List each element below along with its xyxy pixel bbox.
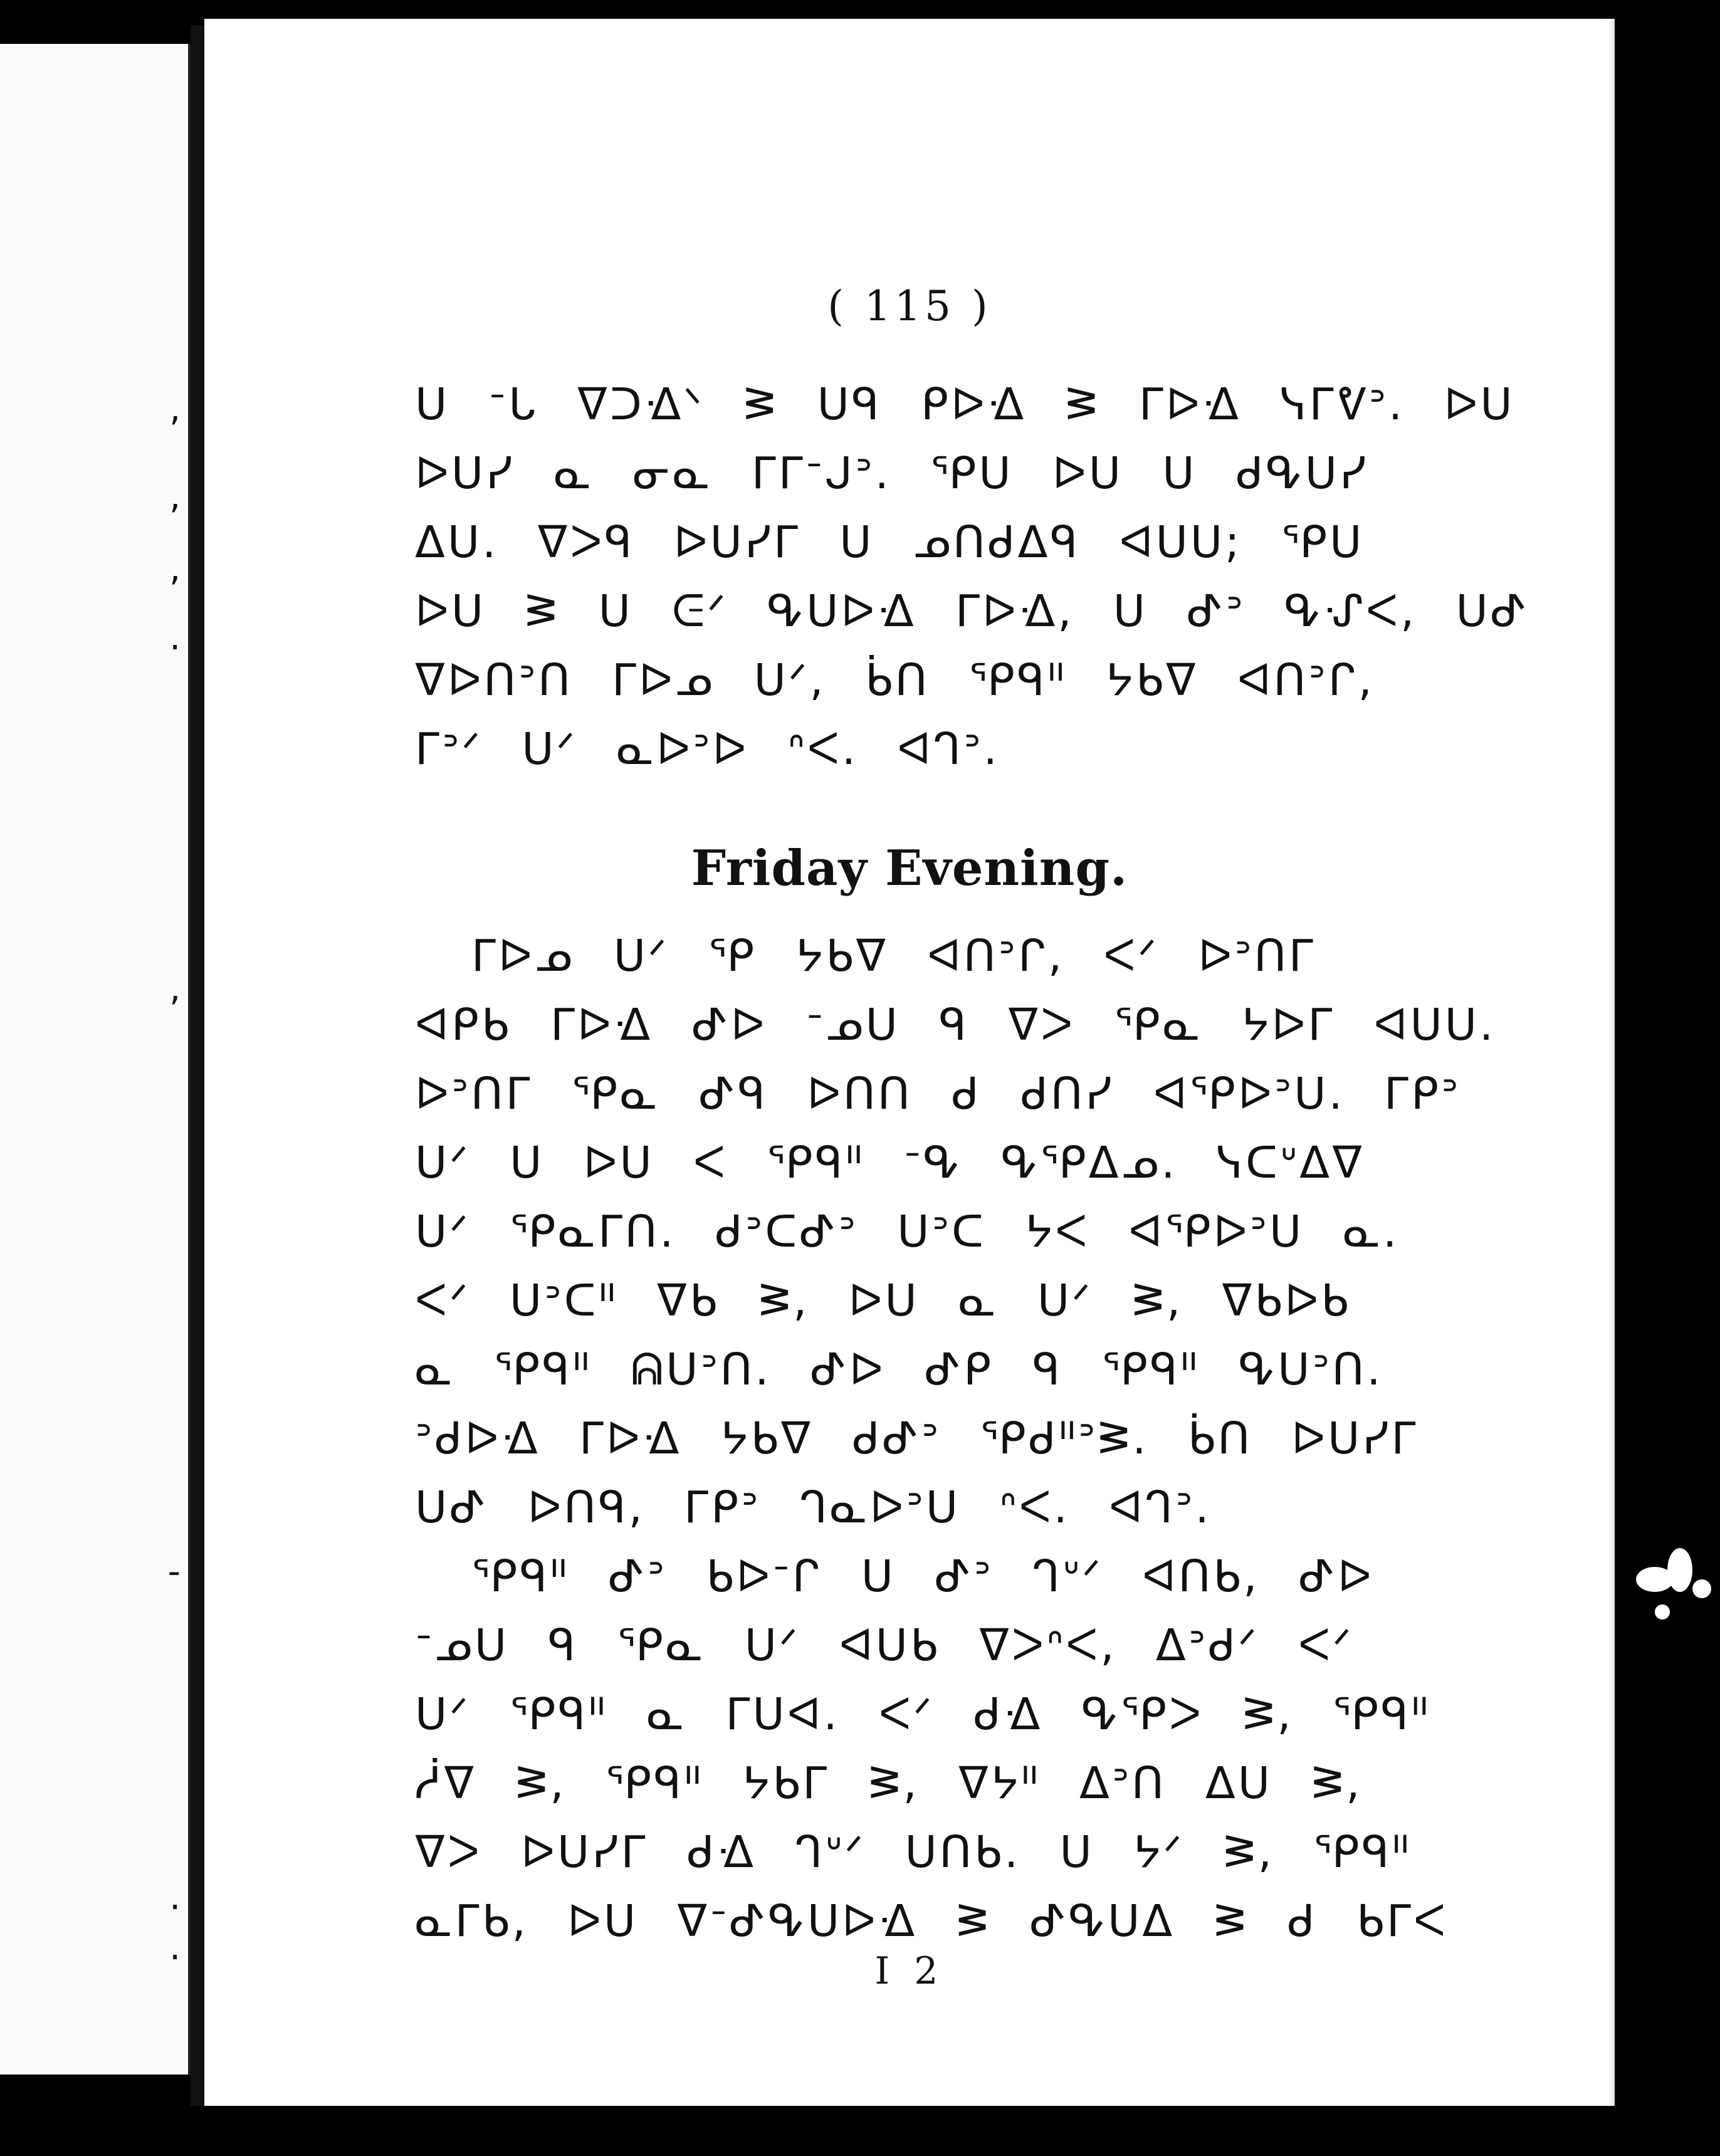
facing-page-fragment: ,	[169, 548, 181, 589]
facing-page-fragment: .	[169, 1927, 181, 1968]
text-line: ᐃᑌ. ᐁᐳᑫ ᐅᑌᓯᒥ ᑌ ᓄᑎᑯᐃᑫ ᐊᑌᑌ; ᕿᑌ	[415, 516, 1365, 568]
text-line: ᑌᐟ ᕿᓇᒥᑎ. ᑯᐣᑕᕷᐣ ᑌᐣᑕ ᔭᐸ ᐊᕿᐅᐣᑌ ᓇ.	[415, 1206, 1400, 1257]
signature-mark: I 2	[874, 1949, 945, 1993]
text-line: ᐊᑭᑲ ᒥᐅᐎ ᕷᐅ ᐨᓄᑌ ᑫ ᐁᐳ ᕿᓇ ᔭᐅᒥ ᐊᑌᑌ.	[415, 999, 1496, 1050]
facing-page	[0, 44, 191, 2075]
text-line: ᕿᑫᐦ ᕷᐣ ᑲᐅᐨᒋ ᑌ ᕷᐣ ᒉᐡᐟ ᐊᑎᑲ, ᕷᐅ	[471, 1551, 1374, 1602]
text-line: ᓇ ᕿᑫᐦ ᕱᑌᐣᑎ. ᕷᐅ ᕷᑭ ᑫ ᕿᑫᐦ ᕴᑌᐣᑎ.	[415, 1344, 1383, 1395]
paragraph-2	[415, 921, 1618, 1955]
book-gutter	[191, 25, 204, 2106]
text-line: ᐅᑌ ᕒ ᑌ ᕮᐟ ᕴᑌᐅᐎ ᒥᐅᐎ, ᑌ ᕷᐣ ᕴᔙᐸ, ᑌᕷ	[415, 585, 1529, 637]
background-speck	[1655, 1604, 1670, 1620]
background-speck	[1667, 1548, 1692, 1592]
text-line: ᐁᐅᑎᐣᑎ ᒥᐅᓄ ᑌᐟ, ᑳᑎ ᕿᑫᐦ ᔭᑲᐁ ᐊᑎᐣᒋ,	[415, 654, 1375, 706]
text-line: ᒥᐅᓄ ᑌᐟ ᕿ ᔭᑲᐁ ᐊᑎᐣᒋ, ᐸᐟ ᐅᐣᑎᒥ	[471, 930, 1316, 981]
background-speck	[1692, 1579, 1711, 1598]
facing-page-fragment: -	[167, 1551, 181, 1592]
page-number: ( 115 )	[827, 282, 992, 330]
paragraph-1	[415, 370, 1618, 783]
facing-page-fragment: ,	[169, 476, 181, 517]
text-line: ᒥᐣᐟ ᑌᐟ ᓇᐅᐣᐅ ᐢᐸ. ᐊᒉᐣ.	[415, 723, 1000, 775]
text-line: ᐣᑯᐅᐎ ᒥᐅᐎ ᔭᑲᐁ ᑯᕷᐣ ᕿᑯᐦᐣᕒ. ᑳᑎ ᐅᑌᓯᒥ	[415, 1413, 1418, 1464]
text-line: ᐨᓄᑌ ᑫ ᕿᓇ ᑌᐟ ᐊᑌᑲ ᐁᐳᐢᐸ, ᐃᐣᑯᐟ ᐸᐟ	[415, 1620, 1354, 1671]
text-line: ᐅᐣᑎᒥ ᕿᓇ ᕷᑫ ᐅᑎᑎ ᑯ ᑯᑎᓯ ᐊᕿᐅᐣᑌ. ᒥᑭᐣ	[415, 1068, 1461, 1119]
text-line: ᑌᐟ ᕿᑫᐦ ᓇ ᒥᑌᐊ. ᐸᐟ ᑯᐎ ᕴᕿᐳ ᕒ, ᕿᑫᐦ	[415, 1688, 1431, 1740]
facing-page-fragment: ,	[169, 389, 181, 429]
facing-page-fragment: .	[169, 1877, 181, 1918]
section-title: Friday Evening.	[691, 840, 1128, 897]
facing-page-fragment: .	[169, 617, 181, 658]
text-line: ᑌᕷ ᐅᑎᑫ, ᒥᑭᐣ ᒉᓇᐅᐣᑌ ᐢᐸ. ᐊᒉᐣ.	[415, 1482, 1212, 1533]
facing-page-fragment: ,	[169, 968, 181, 1009]
text-line: ᑌ ᐨᒐ ᐁᑐᐎᐠ ᕒ ᑌᑫ ᑭᐅᐎ ᕒ ᒥᐅᐎ ᓭᒥᕓᐣ. ᐅᑌ	[415, 379, 1515, 430]
text-line: ᐸᐟ ᑌᐣᑕᐦ ᐁᑲ ᕒ, ᐅᑌ ᓇ ᑌᐟ ᕒ, ᐁᑲᐅᑲ	[415, 1275, 1351, 1326]
text-line: ᓲᐁ ᕒ, ᕿᑫᐦ ᔭᑲᒥ ᕒ, ᐁᔭᐦ ᐃᐣᑎ ᐃᑌ ᕒ,	[415, 1757, 1363, 1809]
text-line: ᓇᒥᑲ, ᐅᑌ ᐁᐨᕷᕴᑌᐅᐎ ᕒ ᕷᕴᑌᐃ ᕒ ᑯ ᑲᒥᐸ	[415, 1895, 1449, 1947]
text-line: ᐁᐳ ᐅᑌᓯᒥ ᑯᐎ ᒉᐡᐟ ᑌᑎᑲ. ᑌ ᔭᐟ ᕒ, ᕿᑫᐦ	[415, 1826, 1412, 1878]
text-line: ᑌᐟ ᑌ ᐅᑌ ᐸ ᕿᑫᐦ ᐨᕴ ᕴᕿᐃᓄ. ᓭᑕᐡᐃᐁ	[415, 1137, 1365, 1188]
book-page	[204, 19, 1615, 2106]
text-line: ᐅᑌᓯ ᓇ ᓂᓇ ᒥᒥᐨᒍᐣ. ᕿᑌ ᐅᑌ ᑌ ᑯᕴᑌᓯ	[415, 447, 1369, 499]
